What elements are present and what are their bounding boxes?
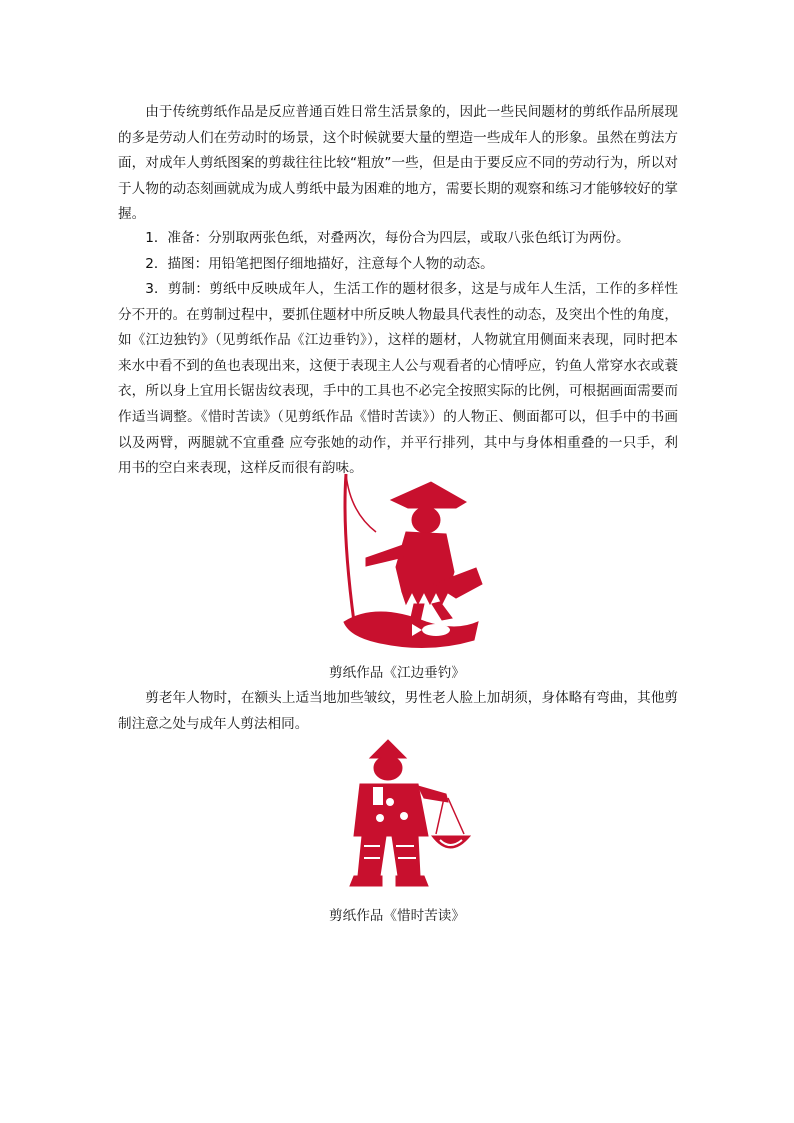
figure2-caption: 剪纸作品《惜时苦读》 bbox=[329, 908, 465, 924]
papercut-fishing-image bbox=[336, 472, 486, 654]
step-trace: 2．描图：用铅笔把图仔细地描好，注意每个人物的动态。 bbox=[145, 256, 494, 272]
step-prepare: 1．准备：分别取两张色纸，对叠两次，每份合为四层，或取八张色纸订为两份。 bbox=[145, 230, 630, 246]
step-cut: 3．剪制：剪纸中反映成年人，生活工作的题材很多，这是与成年人生活，工作的多样性分不开的。在剪制过程中，要抓住题材中所反映人物最具代表性的动态，及突出个性的角度，如《江边独钓》（见剪纸作品《江边垂钓》），这样的题材，人物就宜用侧面来表现，同时把本来水中看不到的鱼也表现出来，这便于表现主人公与观看者的心情呼应，钓鱼人常穿水衣或蓑衣，所以身上宜用长锯齿纹表现，手中的工具也不必完全按照实际的比例，可根据画面需要而作适当调整。《惜时苦读》（见剪纸作品《惜时苦读》）的人物正、侧面都可以，但手中的书画以及两臂，两腿就不宜重叠 应夸张她的动作，并平行排列，其中与身体相重叠的一只手，利用书的空白来表现，这样反而很有韵味。 bbox=[118, 281, 678, 477]
figure1-caption: 剪纸作品《江边垂钓》 bbox=[329, 665, 465, 681]
elderly-paragraph: 剪老年人物时，在额头上适当地加些皱纹，男性老人脸上加胡须，身体略有弯曲，其他剪制注意之处与成年人剪法相同。 bbox=[118, 690, 678, 732]
papercut-reading-image bbox=[340, 736, 480, 890]
intro-paragraph: 由于传统剪纸作品是反应普通百姓日常生活景象的，因此一些民间题材的剪纸作品所展现的多是劳动人们在劳动时的场景，这个时候就要大量的塑造一些成年人的形象。虽然在剪法方面，对成年人剪纸图案的剪裁往往比较“粗放”一些，但是由于要反应不同的劳动行为，所以对于人物的动态刻画就成为成人剪纸中最为困难的地方，需要长期的观察和练习才能够较好的掌握。 bbox=[118, 104, 678, 223]
